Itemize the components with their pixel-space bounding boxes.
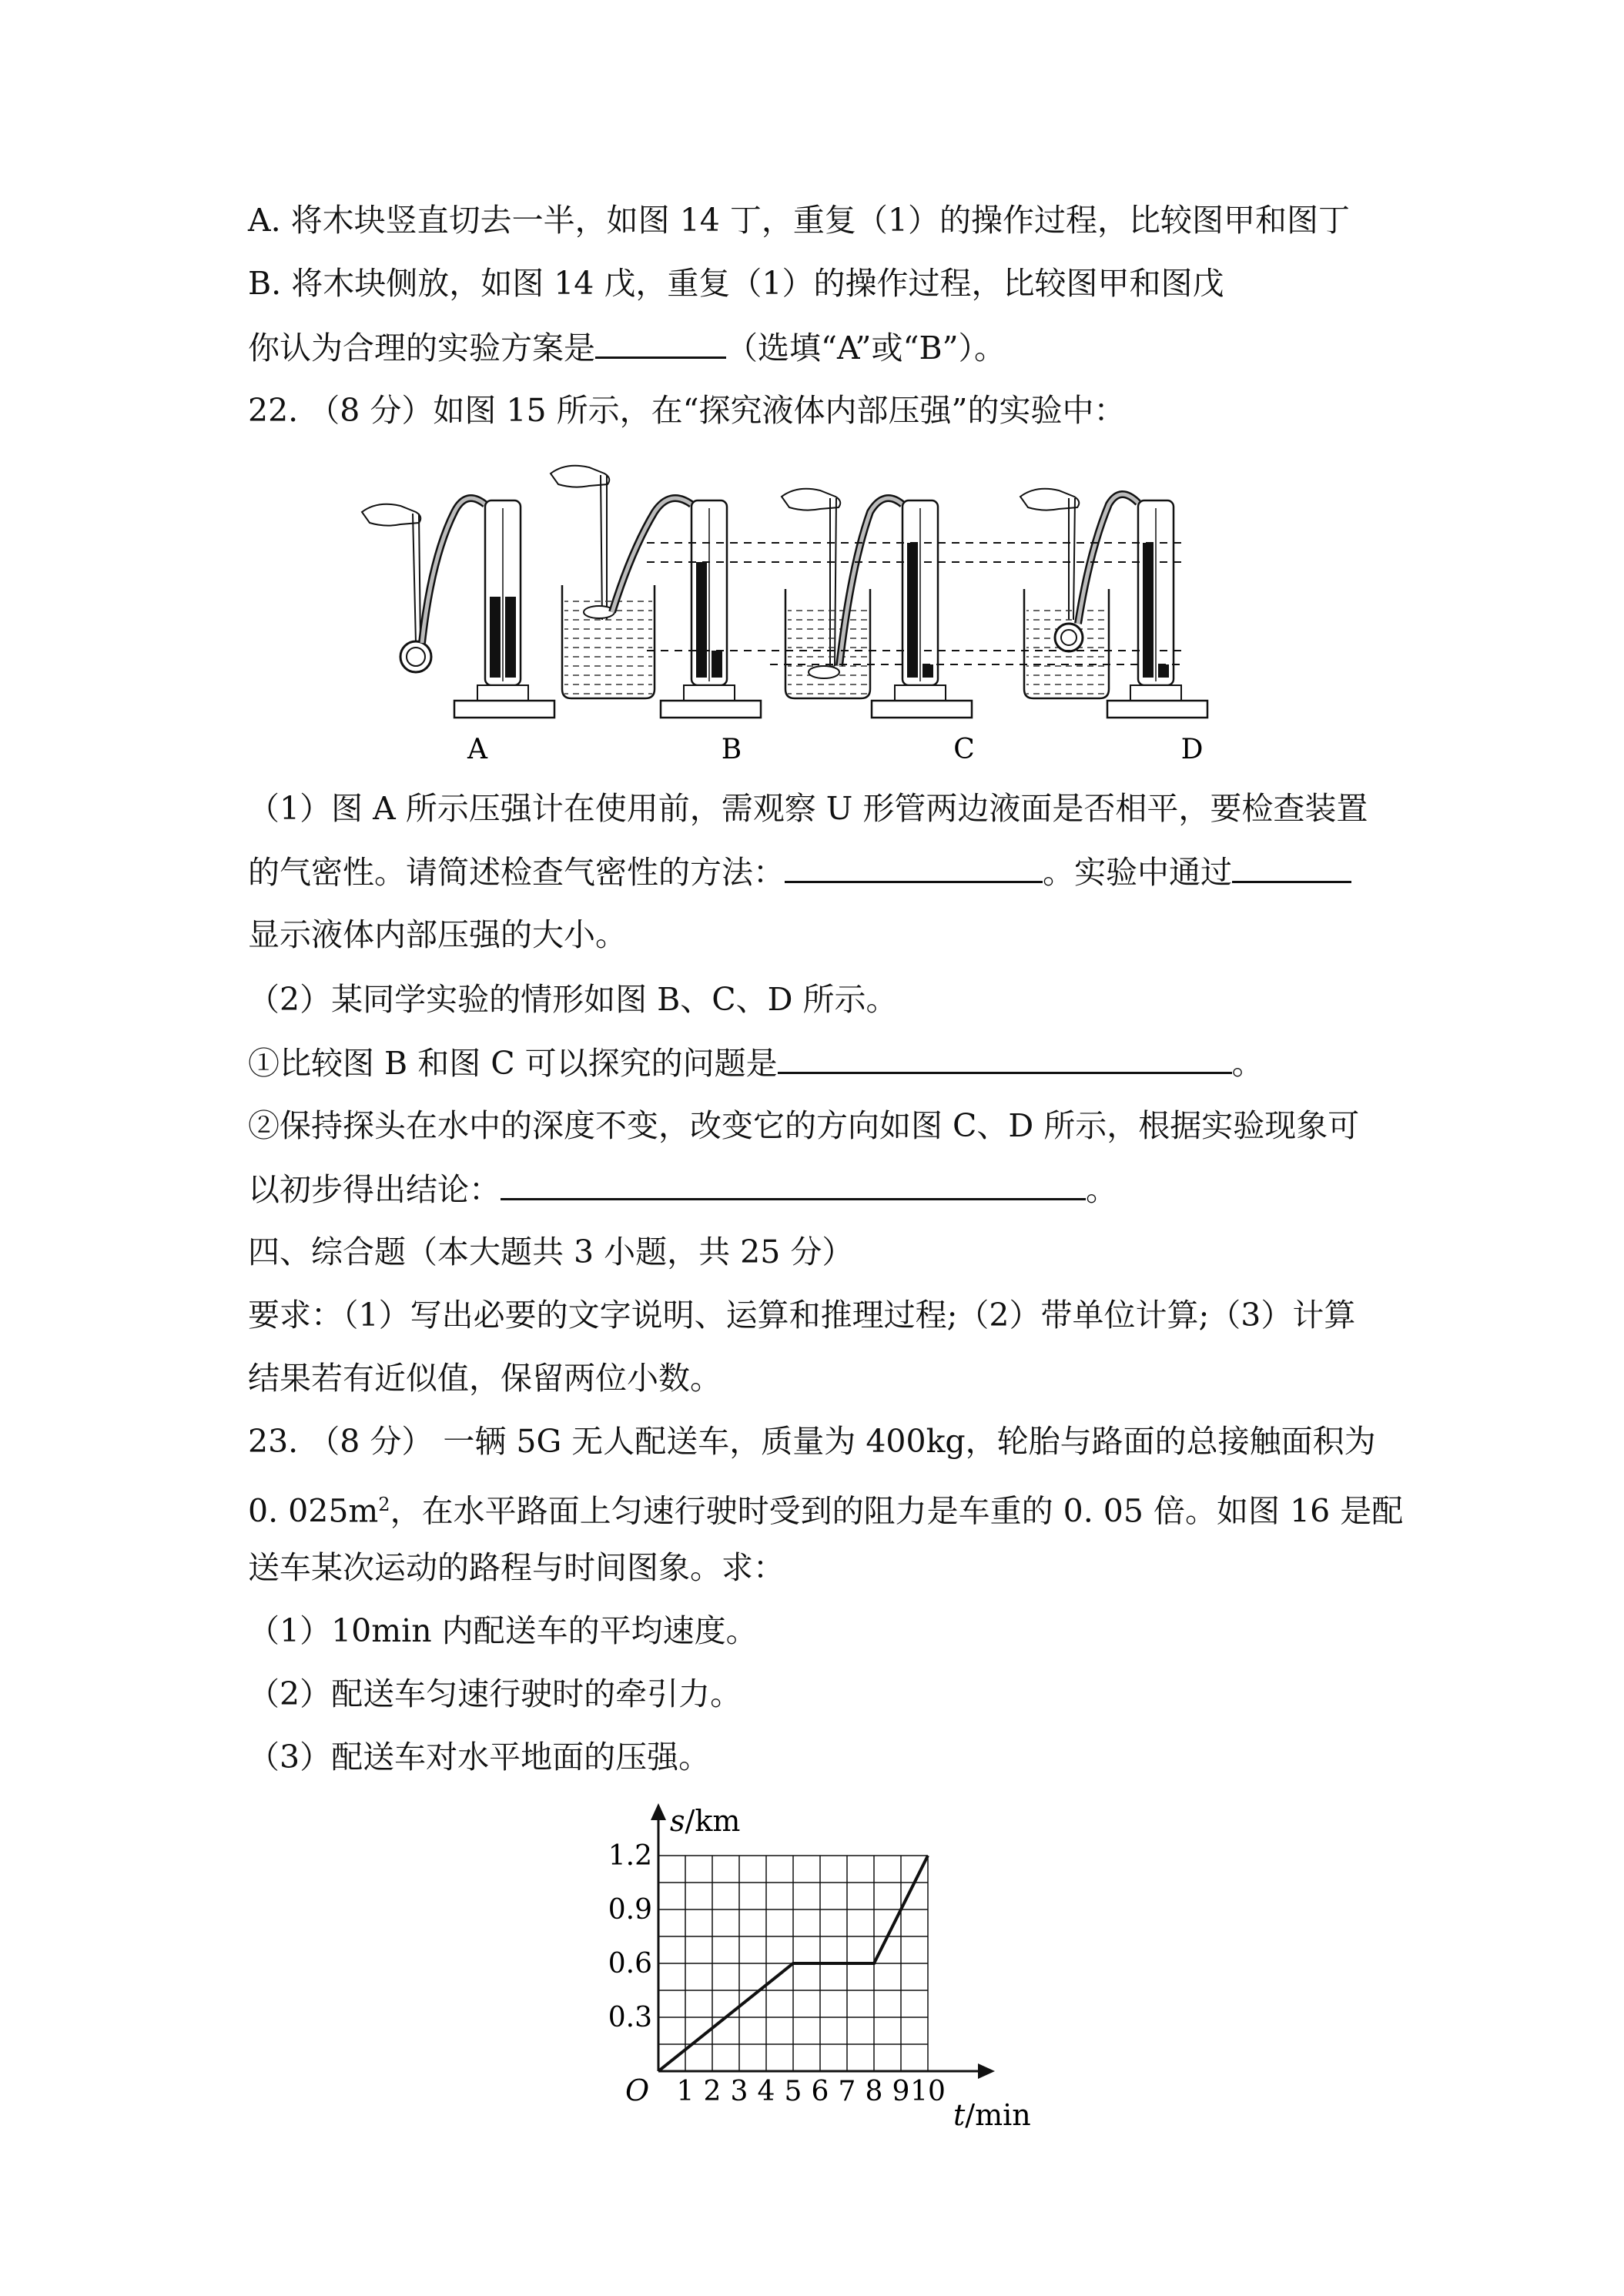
answer-blank-4[interactable]: [778, 1041, 1232, 1074]
q22-part1-line3: 显示液体内部压强的大小。: [248, 916, 627, 953]
fig15-label-d: D: [1180, 734, 1204, 765]
answer-hint: （选填“A”或“B”）。: [726, 330, 1006, 366]
x-tick-label: 1: [676, 2076, 695, 2107]
compare-prompt: ①比较图 B 和图 C 可以探究的问题是: [248, 1045, 778, 1082]
airtight-prompt: 的气密性。请简述检查气密性的方法：: [248, 854, 785, 891]
probe-icon: [809, 666, 839, 678]
question-23-line2: [248, 1483, 1403, 1533]
x-axis-arrow-icon: [978, 2063, 995, 2079]
answer-blank-3[interactable]: [1232, 850, 1351, 883]
q23-line2-rest: ，在水平路面上匀速行驶时受到的阻力是车重的 0. 05 倍。如图 16 是配: [390, 1492, 1404, 1530]
x-tick-label: 2: [703, 2076, 722, 2107]
origin-label: O: [625, 2073, 650, 2107]
x-tick-label: 9: [892, 2076, 910, 2107]
x-tick-label: 10: [910, 2076, 946, 2107]
gauge-d: [1020, 489, 1207, 718]
gauge-b: [551, 466, 761, 718]
q23-part2: （2）配送车匀速行驶时的牵引力。: [248, 1675, 742, 1712]
y-tick-label: 0.6: [608, 1948, 652, 1980]
question-23-line1: 23. （8 分） 一辆 5G 无人配送车，质量为 400kg，轮胎与路面的总接触面积为: [248, 1423, 1376, 1460]
gauge-a: [362, 498, 554, 718]
answer-prompt: 你认为合理的实验方案是: [248, 330, 595, 366]
q23-part3: （3）配送车对水平地面的压强。: [248, 1739, 711, 1776]
hand-icon: [782, 489, 840, 510]
x-tick-label: 5: [784, 2076, 802, 2107]
answer-blank-5[interactable]: [501, 1167, 1086, 1200]
x-tick-label: 7: [838, 2076, 856, 2107]
q22-part2-item2-line2: [248, 1167, 1117, 1211]
section-4-title: 四、综合题（本大题共 3 小题，共 25 分）: [248, 1233, 854, 1270]
option-a-text: A. 将木块竖直切去一半，如图 14 丁，重复（1）的操作过程，比较图甲和图丁: [248, 202, 1350, 239]
x-tick-label: 4: [757, 2076, 775, 2107]
x-tick-label: 3: [730, 2076, 748, 2107]
y-axis-arrow-icon: [651, 1803, 666, 1820]
question-23-line3: 送车某次运动的路程与时间图象。求：: [248, 1549, 785, 1586]
fig15-label-a: A: [467, 734, 487, 765]
x-axis-label: t/min: [953, 2098, 1031, 2132]
q22-part1-line2: [248, 850, 1351, 894]
section-4-requirements-2: 结果若有近似值，保留两位小数。: [248, 1360, 722, 1397]
y-axis-label: s/km: [670, 1804, 741, 1838]
x-tick-label: 6: [811, 2076, 829, 2107]
answer-blank-1[interactable]: [595, 326, 726, 359]
q22-part2-title: （2）某同学实验的情形如图 B、C、D 所示。: [248, 981, 898, 1018]
via-text: 。实验中通过: [1043, 854, 1232, 891]
figure-16-distance-time-chart: [585, 1802, 1047, 2133]
q22-part2-item2: ②保持探头在水中的深度不变，改变它的方向如图 C、D 所示，根据实验现象可: [248, 1107, 1360, 1144]
section-4-requirements: 要求：（1）写出必要的文字说明、运算和推理过程;（2）带单位计算;（3）计算: [248, 1297, 1356, 1334]
period: 。: [1086, 1171, 1117, 1208]
area-exponent: 2: [378, 1494, 390, 1515]
fig15-label-c: C: [953, 734, 975, 765]
question-22-title: 22. （8 分）如图 15 所示，在“探究液体内部压强”的实验中：: [248, 392, 1126, 429]
x-tick-label: 8: [865, 2076, 883, 2107]
q22-part1-line1: （1）图 A 所示压强计在使用前，需观察 U 形管两边液面是否相平，要检查装置: [248, 790, 1368, 827]
area-value: 0. 025m: [248, 1492, 379, 1530]
y-tick-label: 0.9: [608, 1894, 652, 1926]
y-tick-label: 1.2: [608, 1840, 652, 1872]
figure-15-pressure-gauges: [339, 458, 1309, 774]
conclusion-prompt: 以初步得出结论：: [248, 1171, 501, 1208]
q23-part1: （1）10min 内配送车的平均速度。: [248, 1612, 758, 1649]
q22-part2-item1: [248, 1041, 1264, 1085]
period: 。: [1231, 1045, 1264, 1082]
answer-blank-2[interactable]: [785, 850, 1043, 883]
option-b-text: B. 将木块侧放，如图 14 戊，重复（1）的操作过程，比较图甲和图戊: [248, 265, 1224, 302]
y-tick-label: 0.3: [608, 2002, 652, 2033]
fig15-label-b: B: [721, 734, 742, 765]
question-21-answer-line: [248, 326, 1006, 370]
hand-icon: [1020, 489, 1079, 510]
gauge-c: [782, 489, 972, 718]
hand-icon: [362, 504, 420, 526]
